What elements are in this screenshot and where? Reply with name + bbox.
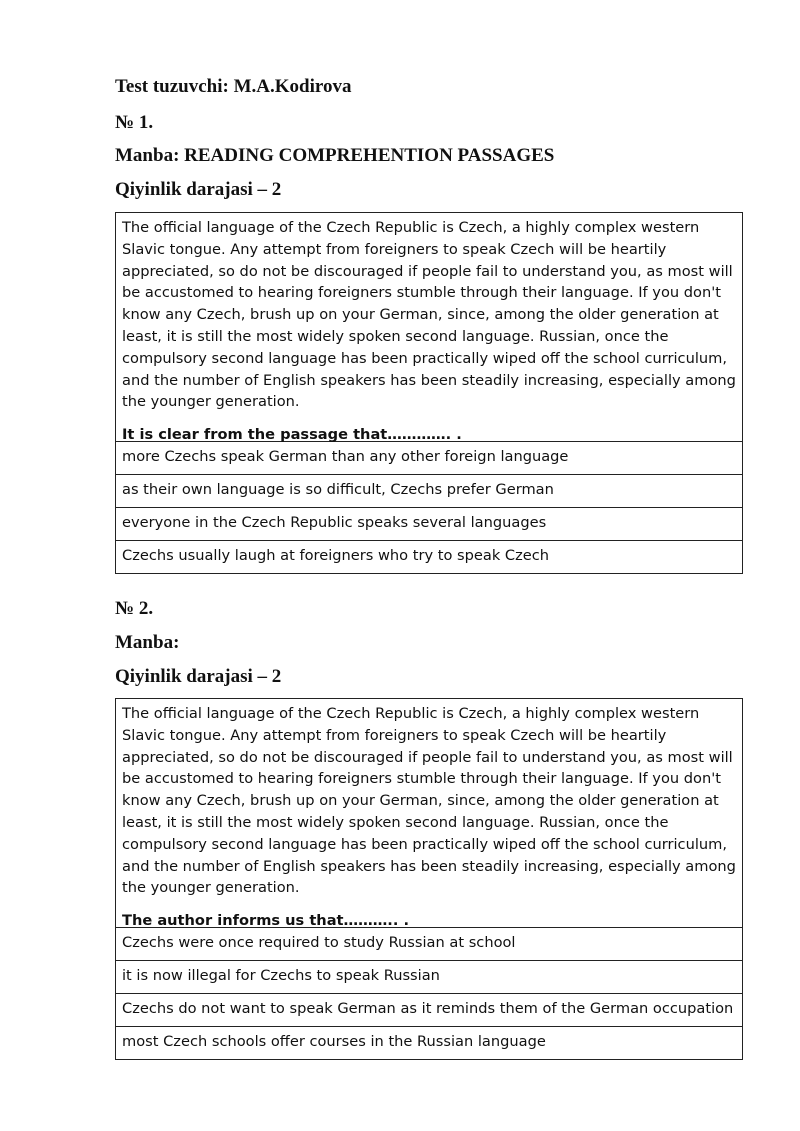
question-2-option-d[interactable]: most Czech schools offer courses in the Russian language [116,1026,742,1059]
question-2-passage: The official language of the Czech Republic is Czech, a highly complex western Slavic tongue. Any attempt from foreigners to speak Czech will be heartily appreciated, so do not be discouraged if people fail to understand you, as most will be accustomed to hearing foreigners stumble through their language. If you don't know any Czech, brush up on your German, since, among the older generation at least, it is still the most widely spoken second language. Russian, once the compulsory second language has been practically wiped off the school curriculum, and the number of English speakers has been steadily increasing, especially among the younger generation. [122,705,736,897]
question-1-prompt: It is clear from the passage that…………. . [122,426,462,444]
question-2-source: Manba: [115,632,180,653]
question-2-passage-cell [116,699,742,930]
question-2-option-c[interactable]: Czechs do not want to speak German as it reminds them of the German occupation [116,993,742,1026]
question-1-option-c[interactable]: everyone in the Czech Republic speaks several languages [116,507,742,540]
author-heading: Test tuzuvchi: M.A.Kodirova [115,76,352,97]
question-1-option-d[interactable]: Czechs usually laugh at foreigners who try to speak Czech [116,540,742,573]
question-2-prompt: The author informs us that……….. . [122,912,410,930]
question-2-difficulty: Qiyinlik darajasi – 2 [115,666,282,687]
question-1-option-a[interactable]: more Czechs speak German than any other foreign language [116,441,742,474]
question-2-option-b[interactable]: it is now illegal for Czechs to speak Russian [116,960,742,993]
question-1-difficulty: Qiyinlik darajasi – 2 [115,179,282,200]
question-1-passage: The official language of the Czech Republic is Czech, a highly complex western Slavic tongue. Any attempt from foreigners to speak Czech will be heartily appreciated, so do not be discouraged if people fail to understand you, as most will be accustomed to hearing foreigners stumble through their language. If you don't know any Czech, brush up on your German, since, among the older generation at least, it is still the most widely spoken second language. Russian, once the compulsory second language has been practically wiped off the school curriculum, and the number of English speakers has been steadily increasing, especially among the younger generation. [122,219,736,411]
question-1-passage-cell [116,213,742,444]
question-1-source: Manba: READING COMPREHENTION PASSAGES [115,145,555,166]
question-2-table [115,698,743,1060]
question-1-table [115,212,743,574]
question-1-number: № 1. [115,112,154,133]
question-2-number: № 2. [115,598,154,619]
question-1-option-b[interactable]: as their own language is so difficult, Czechs prefer German [116,474,742,507]
question-2-option-a[interactable]: Czechs were once required to study Russian at school [116,927,742,960]
